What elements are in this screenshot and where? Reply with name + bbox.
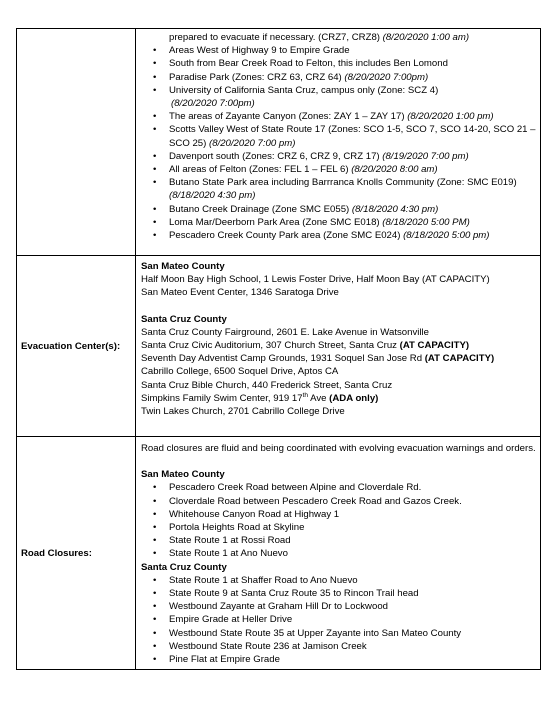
evacuation-zones-label-cell: [17, 29, 136, 256]
evacuation-zones-cell: [136, 29, 541, 256]
santa-cruz-heading: Santa Cruz County: [141, 313, 227, 325]
evacuation-centers-label: Evacuation Center(s):: [17, 256, 136, 437]
list-item: • Empire Grade at Heller Drive: [169, 613, 536, 626]
road-santa-cruz-heading: Santa Cruz County: [141, 561, 227, 573]
list-item: • State Route 1 at Rossi Road: [169, 534, 536, 547]
road-closures-label: Road Closures:: [17, 437, 136, 670]
list-item: • State Route 1 at Shaffer Road to Ano Nuevo: [169, 574, 536, 587]
san-mateo-heading: San Mateo County: [141, 261, 225, 272]
center-line: Twin Lakes Church, 2701 Cabrillo College Drive: [141, 406, 345, 418]
list-item: • State Route 9 at Santa Cruz Route 35 to Rincon Trail head: [169, 587, 536, 600]
evacuation-zones-row: [17, 29, 541, 256]
list-item: • Davenport south (Zones: CRZ 6, CRZ 9, CRZ 17) (8/19/2020 7:00 pm): [169, 150, 536, 163]
center-line: Seventh Day Adventist Camp Grounds, 1931 Soquel San Jose Rd (AT CAPACITY): [141, 353, 495, 365]
list-item: • Butano Creek Drainage (Zone SMC E055) (8/18/2020 4:30 pm): [169, 203, 536, 216]
road-closures-intro: Road closures are fluid and being coordinated with evolving evacuation warnings and orders.: [141, 443, 536, 454]
list-item: • Pescadero Creek County Park area (Zone SMC E024) (8/18/2020 5:00 pm): [169, 229, 536, 242]
list-item: • Whitehouse Canyon Road at Highway 1: [169, 508, 536, 521]
road-santa-cruz-list: [141, 574, 536, 666]
list-item: • University of California Santa Cruz, campus only (Zone: SCZ 4) (8/20/2020 7:00pm): [169, 84, 536, 110]
evacuation-zones-list: [141, 31, 536, 242]
document: [16, 28, 541, 670]
list-item: • Butano State Park area including Barrranca Knolls Community (Zone: SMC E019) (8/18/2020 4:30 pm): [169, 176, 536, 202]
list-item: • Westbound State Route 35 at Upper Zayante into San Mateo County: [169, 627, 536, 640]
center-line: Santa Cruz County Fairground, 2601 E. Lake Avenue in Watsonville: [141, 326, 429, 338]
road-san-mateo-heading: San Mateo County: [141, 469, 225, 481]
center-line: Santa Cruz Bible Church, 440 Frederick Street, Santa Cruz: [141, 379, 393, 391]
list-item: • Cloverdale Road between Pescadero Creek Road and Gazos Creek.: [169, 495, 536, 508]
center-line: Cabrillo College, 6500 Soquel Drive, Aptos CA: [141, 366, 339, 378]
center-line: Half Moon Bay High School, 1 Lewis Foster Drive, Half Moon Bay (AT CAPACITY): [141, 274, 490, 286]
center-line: Santa Cruz Civic Auditorium, 307 Church Street, Santa Cruz (AT CAPACITY): [141, 340, 470, 352]
list-item: • Areas West of Highway 9 to Empire Grade: [169, 44, 536, 57]
list-item: • South from Bear Creek Road to Felton, this includes Ben Lomond: [169, 57, 536, 70]
list-item: • Loma Mar/Deerborn Park Area (Zone SMC E018) (8/18/2020 5:00 PM): [169, 216, 536, 229]
list-item: • Pescadero Creek Road between Alpine and Cloverdale Rd.: [169, 481, 536, 494]
road-closures-cell: [136, 437, 541, 670]
list-item: • Westbound Zayante at Graham Hill Dr to Lockwood: [169, 600, 536, 613]
evacuation-centers-row: [17, 256, 541, 437]
center-line: San Mateo Event Center, 1346 Saratoga Drive: [141, 287, 339, 299]
road-san-mateo-list: [141, 481, 536, 560]
list-item: • Portola Heights Road at Skyline: [169, 521, 536, 534]
list-item: • The areas of Zayante Canyon (Zones: ZAY 1 – ZAY 17) (8/20/2020 1:00 pm): [169, 110, 536, 123]
list-item: • Pine Flat at Empire Grade: [169, 653, 536, 666]
info-table: [16, 28, 541, 670]
list-item: • All areas of Felton (Zones: FEL 1 – FEL 6) (8/20/2020 8:00 am): [169, 163, 536, 176]
list-item: • Westbound State Route 236 at Jamison Creek: [169, 640, 536, 653]
center-line: Simpkins Family Swim Center, 919 17th Ave (ADA only): [141, 391, 379, 404]
list-item: • State Route 1 at Ano Nuevo: [169, 547, 536, 560]
evacuation-centers-cell: [136, 256, 541, 437]
list-item: • Paradise Park (Zones: CRZ 63, CRZ 64) (8/20/2020 7:00pm): [169, 71, 536, 84]
list-item-continuation: prepared to evacuate if necessary. (CRZ7, CRZ8) (8/20/2020 1:00 am): [169, 32, 470, 43]
list-item: • Scotts Valley West of State Route 17 (Zones: SCO 1-5, SCO 7, SCO 14-20, SCO 21 – SCO 25) (8/20/2020 7:00 pm): [169, 123, 536, 149]
road-closures-row: [17, 437, 541, 670]
